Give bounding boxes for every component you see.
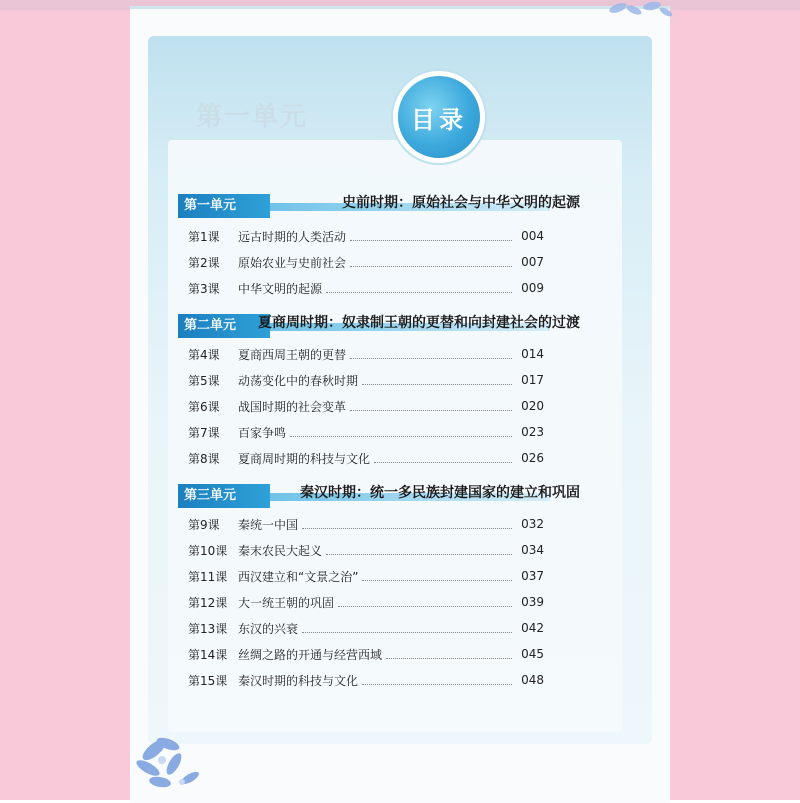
page-number: 039 <box>521 595 544 609</box>
page-number: 004 <box>521 229 544 243</box>
page-number: 023 <box>521 425 544 439</box>
page-number: 017 <box>521 373 544 387</box>
lesson-row[interactable] <box>188 618 544 638</box>
unit-header <box>178 314 580 338</box>
leader-dots <box>326 284 512 293</box>
lesson-row[interactable] <box>188 448 544 468</box>
leader-dots <box>362 572 512 581</box>
lesson-number: 第3课 <box>188 281 220 296</box>
lesson-title: 秦统一中国 <box>238 517 299 532</box>
lesson-title: 中华文明的起源 <box>238 281 323 296</box>
lesson-number: 第11课 <box>188 569 228 584</box>
lesson-row[interactable] <box>188 226 544 246</box>
page-number: 009 <box>521 281 544 295</box>
lesson-title: 夏商西周王朝的更替 <box>238 347 347 362</box>
leader-dots <box>386 650 512 659</box>
lesson-number: 第1课 <box>188 229 220 244</box>
leader-dots <box>362 376 512 385</box>
leader-dots <box>302 624 512 633</box>
lesson-number: 第13课 <box>188 621 228 636</box>
leader-dots <box>362 676 512 685</box>
lesson-row[interactable] <box>188 344 544 364</box>
unit-tag: 第三单元 <box>178 484 270 508</box>
lesson-number: 第7课 <box>188 425 220 440</box>
lesson-row[interactable] <box>188 540 544 560</box>
leader-dots <box>338 598 512 607</box>
lesson-row[interactable] <box>188 370 544 390</box>
lesson-row[interactable] <box>188 278 544 298</box>
lesson-row[interactable] <box>188 252 544 272</box>
lesson-title: 原始农业与史前社会 <box>238 255 347 270</box>
lesson-title: 大一统王朝的巩固 <box>238 595 335 610</box>
lesson-title: 东汉的兴衰 <box>238 621 299 636</box>
lesson-title: 丝绸之路的开通与经营西域 <box>238 647 383 662</box>
pink-background-right <box>670 0 800 800</box>
lesson-number: 第8课 <box>188 451 220 466</box>
leader-dots <box>350 258 512 267</box>
lesson-number: 第14课 <box>188 647 228 662</box>
lesson-title: 秦末农民大起义 <box>238 543 323 558</box>
leader-dots <box>350 232 512 241</box>
page-number: 045 <box>521 647 544 661</box>
pink-background-left <box>0 0 130 800</box>
unit-header <box>178 194 580 218</box>
lesson-row[interactable] <box>188 644 544 664</box>
leader-dots <box>326 546 512 555</box>
ghost-unit-text: 第一单元 <box>196 102 309 132</box>
lesson-title: 动荡变化中的春秋时期 <box>238 373 359 388</box>
lesson-row[interactable] <box>188 396 544 416</box>
lesson-row[interactable] <box>188 566 544 586</box>
unit-title: 夏商周时期：奴隶制王朝的更替和向封建社会的过渡 <box>258 315 580 331</box>
lesson-title: 夏商周时期的科技与文化 <box>238 451 371 466</box>
lesson-number: 第12课 <box>188 595 228 610</box>
lesson-title: 西汉建立和“文景之治” <box>238 569 359 584</box>
lesson-row[interactable] <box>188 514 544 534</box>
leader-dots <box>302 520 512 529</box>
unit-header <box>178 484 580 508</box>
flower-decoration-bottom-left-icon <box>124 720 214 800</box>
lesson-number: 第6课 <box>188 399 220 414</box>
lesson-number: 第10课 <box>188 543 228 558</box>
flower-decoration-top-right-icon <box>600 0 680 24</box>
lesson-title: 远古时期的人类活动 <box>238 229 347 244</box>
page-number: 034 <box>521 543 544 557</box>
toc-title-badge: 目录 <box>398 76 480 158</box>
lesson-number: 第2课 <box>188 255 220 270</box>
leader-dots <box>350 402 512 411</box>
lesson-number: 第9课 <box>188 517 220 532</box>
unit-tag: 第二单元 <box>178 314 270 338</box>
page-number: 037 <box>521 569 544 583</box>
lesson-title: 百家争鸣 <box>238 425 287 440</box>
lesson-title: 战国时期的社会变革 <box>238 399 347 414</box>
page-number: 014 <box>521 347 544 361</box>
lesson-title: 秦汉时期的科技与文化 <box>238 673 359 688</box>
page-number: 032 <box>521 517 544 531</box>
unit-tag: 第一单元 <box>178 194 270 218</box>
lesson-row[interactable] <box>188 592 544 612</box>
lesson-row[interactable] <box>188 670 544 690</box>
page-number: 026 <box>521 451 544 465</box>
lesson-row[interactable] <box>188 422 544 442</box>
leader-dots <box>374 454 512 463</box>
unit-title: 秦汉时期：统一多民族封建国家的建立和巩固 <box>300 485 580 501</box>
leader-dots <box>290 428 512 437</box>
unit-title: 史前时期：原始社会与中华文明的起源 <box>342 195 580 211</box>
leader-dots <box>350 350 512 359</box>
page-number: 048 <box>521 673 544 687</box>
lesson-number: 第4课 <box>188 347 220 362</box>
lesson-number: 第15课 <box>188 673 228 688</box>
page-number: 020 <box>521 399 544 413</box>
page-number: 007 <box>521 255 544 269</box>
lesson-number: 第5课 <box>188 373 220 388</box>
page-number: 042 <box>521 621 544 635</box>
